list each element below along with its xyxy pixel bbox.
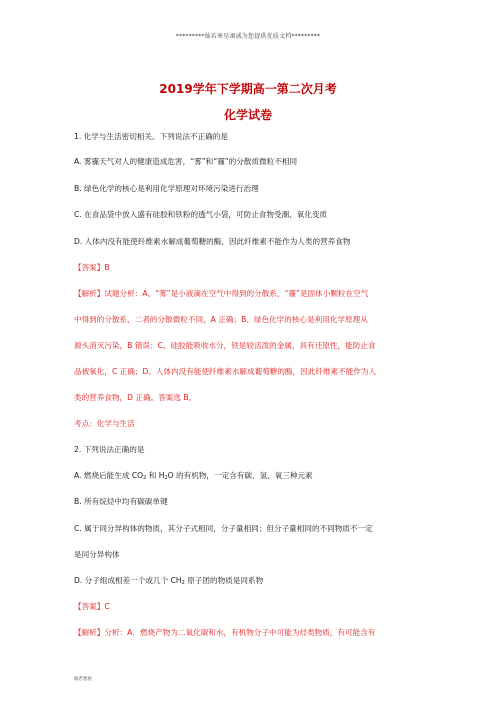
q1-stem: 1. 化学与生活密切相关。下列说法不正确的是: [74, 132, 228, 141]
exam-subtitle: 化学试卷: [223, 108, 272, 122]
q2-option-a: [74, 470, 434, 484]
q1-analysis-line: 源头消灭污染，B 错误；C、硅胶能吸收水分，铁是较活泼的金属，具有还原性，能防止食: [74, 341, 376, 350]
q2-option-d: [74, 575, 434, 589]
q2-answer: 【答案】C: [74, 602, 110, 611]
q2-analysis-line: 【解析】分析：A．燃烧产物为二氧化碳和水，有机物分子中可能为烃类物质，有可能含有: [74, 628, 376, 637]
q2-d-sub: 2: [181, 580, 185, 586]
q2-option-b: B. 所有烷烃中均有碳碳单键: [74, 497, 168, 506]
q2-a-pre: A. 燃烧后能生成 CO: [74, 471, 144, 480]
q1-analysis-line: 品被氧化，C 正确；D、人体内没有能使纤维素水解成葡萄糖的酶，因此纤维素不能作为人: [74, 367, 377, 376]
footer-note: 灿若寒星: [74, 677, 92, 682]
q2-option-c-line2: 是同分异构体: [74, 550, 120, 559]
q2-d-post: 原子团的物质是同系物: [184, 576, 264, 585]
header-note: *********灿若寒星竭诚为您提供优质文档*********: [175, 33, 321, 40]
q2-d-pre: D. 分子组成相差一个或几个 CH: [74, 576, 182, 585]
q1-kaodian: 考点：化学与生活: [74, 419, 135, 428]
exam-title: 2019学年下学期高一第二次月考: [159, 82, 337, 96]
q1-analysis-line: 类的营养食物，D 正确。答案选 B。: [74, 393, 197, 402]
q1-option-a: A. 雾霾天气对人的健康造成危害，“雾”和“霾”的分散质微粒不相同: [74, 157, 298, 166]
q1-option-c: C. 在食品袋中放入盛有硅胶和铁粉的透气小袋，可防止食物受潮、氧化变质: [74, 210, 328, 219]
q2-a-mid: 和 H: [146, 471, 165, 480]
q1-answer: 【答案】B: [74, 263, 110, 272]
q1-option-d: D. 人体内没有能使纤维素水解成葡萄糖的酶，因此纤维素不能作为人类的营养食物: [74, 237, 351, 246]
q1-analysis-line: 【解析】试题分析：A、“雾”是小液滴在空气中得到的分散系，“霾”是固体小颗粒在空气: [74, 289, 369, 298]
q2-a-sub2: 2: [164, 475, 168, 481]
q2-stem: 2. 下列说法正确的是: [74, 445, 145, 454]
q2-option-c-line1: C. 属于同分异构体的物质，其分子式相同，分子量相同；但分子量相同的不同物质不一定: [74, 524, 373, 533]
q1-option-b: B. 绿色化学的核心是利用化学原理对环境污染进行治理: [74, 184, 259, 193]
q2-a-post: O 的有机物，一定含有碳、氢、氧三种元素: [167, 471, 313, 480]
q2-a-sub1: 2: [143, 475, 147, 481]
q1-analysis-line: 中得到的分散系，二者的分散微粒不同，A 正确；B、绿色化学的核心是利用化学原理从: [74, 315, 368, 324]
